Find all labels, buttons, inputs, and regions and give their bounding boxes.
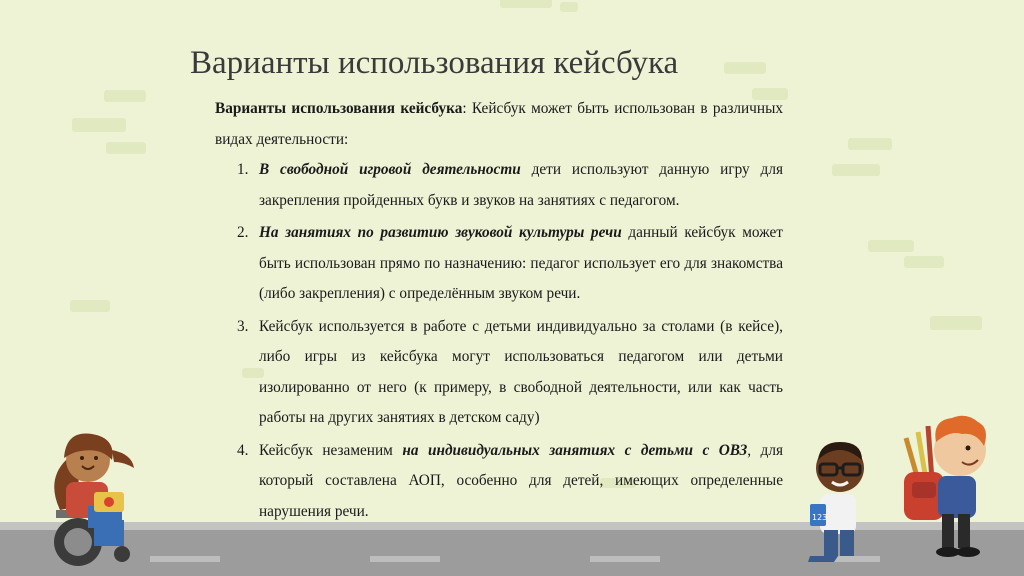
- boy-with-backpack-illustration: [896, 410, 1006, 560]
- chalk-mark: [868, 240, 914, 252]
- list-item-number: 1.: [237, 161, 249, 178]
- list-item-lead: Кейсбук незаменим: [259, 441, 403, 459]
- usage-list: [215, 155, 783, 527]
- chalk-mark: [904, 256, 944, 268]
- list-item-number: 3.: [237, 317, 249, 335]
- chalk-mark: [832, 164, 880, 176]
- list-item-number: 4.: [237, 441, 249, 459]
- list-item: [237, 218, 783, 310]
- intro-text: : Кейсбук может быть использован в различных видах деятельности:: [215, 100, 783, 148]
- list-item-text: , для который составлена АОП, особенно для детей, имеющих определенные нарушения речи.: [259, 441, 783, 520]
- chalk-mark: [72, 118, 126, 132]
- list-item-emphasis: На занятиях по развитию звуковой культуры речи: [259, 224, 622, 241]
- chalk-mark: [560, 2, 578, 12]
- boy-with-glasses-illustration: [800, 438, 880, 566]
- list-item-number: 2.: [237, 224, 249, 241]
- list-item-emphasis: на индивидуальных занятиях с детьми с ОВЗ: [402, 441, 748, 459]
- chalk-mark: [106, 142, 146, 154]
- chalk-mark: [930, 316, 982, 330]
- svg-text:123: 123: [812, 513, 828, 522]
- chalk-mark: [500, 0, 552, 8]
- chalk-mark: [724, 62, 766, 74]
- list-item-text: дети используют данную игру для закрепления пройденных букв и звуков на занятиях с педагогом.: [259, 161, 783, 209]
- slide-title: Варианты использования кейсбука: [190, 45, 679, 81]
- list-item: [237, 436, 783, 528]
- road-lane-mark: [370, 556, 440, 562]
- slide-content: [215, 94, 783, 529]
- road-lane-mark: [590, 556, 660, 562]
- list-item: [237, 312, 783, 434]
- girl-in-wheelchair-illustration: [36, 420, 166, 570]
- chalk-mark: [104, 90, 146, 102]
- chalk-mark: [848, 138, 892, 150]
- intro-paragraph: [215, 94, 783, 155]
- list-item: [237, 155, 783, 216]
- chalk-mark: [70, 300, 110, 312]
- list-item-text: данный кейсбук может быть использован прямо по назначению: педагог использует его для знакомства (либо закрепления) с определённым звуком речи.: [259, 224, 783, 302]
- list-item-emphasis: В свободной игровой деятельности: [259, 161, 521, 178]
- list-item-text: Кейсбук используется в работе с детьми индивидуально за столами (в кейсе), либо игры из кейсбука могут использоваться педагогом или детьми изолированно от него (к примеру, в свободной деятельности, или как часть работы на других занятиях в детском саду): [259, 317, 783, 426]
- intro-bold: Варианты использования кейсбука: [215, 100, 463, 117]
